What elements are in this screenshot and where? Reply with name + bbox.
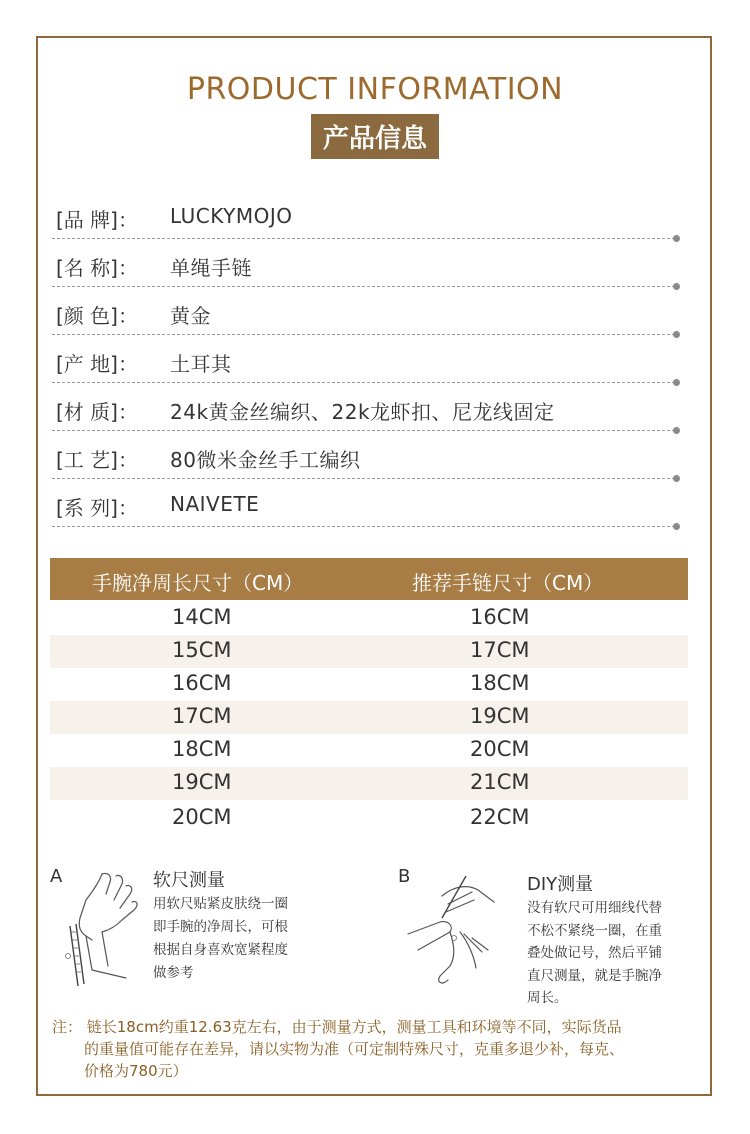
size-cell-bracelet: 22CM (470, 805, 530, 829)
info-row-series (52, 486, 680, 527)
size-cell-wrist: 16CM (172, 671, 232, 695)
size-header-bracelet: 推荐手链尺寸（CM） (412, 571, 604, 595)
hand-diy-measure-illustration (402, 872, 512, 992)
size-cell-bracelet: 20CM (470, 737, 530, 761)
size-row (50, 734, 688, 767)
row-dot (673, 283, 680, 290)
info-value: 24k黄金丝编织、22k龙虾扣、尼龙线固定 (170, 400, 555, 424)
measure-b-desc (527, 897, 662, 1010)
measure-b-line: 直尺测量，就是手腕净 (527, 967, 662, 984)
size-cell-wrist: 20CM (172, 805, 232, 829)
size-cell-wrist: 17CM (172, 704, 232, 728)
info-row-name (52, 246, 680, 287)
weight-note (52, 1016, 712, 1082)
info-label: [材 质]： (56, 400, 138, 424)
info-label: [工 艺]： (56, 448, 138, 472)
row-dot (673, 235, 680, 242)
info-row-craft (52, 438, 680, 479)
size-row (50, 635, 688, 668)
info-value: 黄金 (170, 304, 211, 328)
hand-soft-ruler-illustration (62, 866, 148, 986)
page-title-zh-wrap (0, 114, 750, 159)
row-dot (673, 331, 680, 338)
info-label: [颜 色]： (56, 304, 138, 328)
note-line: 价格为780元） (84, 1062, 188, 1080)
size-cell-bracelet: 19CM (470, 704, 530, 728)
size-cell-wrist: 15CM (172, 638, 232, 662)
measure-b-line: 没有软尺可用细线代替 (527, 900, 662, 916)
info-value: LUCKYMOJO (170, 204, 293, 228)
size-cell-bracelet: 17CM (470, 638, 530, 662)
info-label: [系 列]： (56, 496, 138, 520)
info-row-origin (52, 342, 680, 383)
measure-b-title: DIY测量 (527, 874, 594, 895)
note-line: 注： 链长18cm约重12.63克左右，由于测量方式，测量工具和环境等不同，实际货品 (52, 1018, 622, 1036)
measure-a-title: 软尺测量 (153, 870, 225, 891)
row-dot (673, 475, 680, 482)
size-table-header (50, 558, 688, 600)
size-row (50, 701, 688, 734)
page-title-zh: 产品信息 (311, 114, 439, 159)
info-label: [品 牌]： (56, 208, 138, 232)
size-row (50, 802, 688, 835)
size-row (50, 602, 688, 635)
info-label: [名 称]： (56, 256, 138, 280)
row-dot (673, 379, 680, 386)
row-dot (673, 427, 680, 434)
page-title-en: PRODUCT INFORMATION (186, 72, 564, 107)
info-row-brand (52, 198, 680, 239)
measure-b-letter: B (398, 866, 411, 887)
size-row (50, 767, 688, 800)
info-value: 土耳其 (170, 352, 232, 376)
info-row-color (52, 294, 680, 335)
measure-a-line: 即手腕的净周长，可根 (153, 919, 288, 935)
measure-a-letter: A (50, 866, 63, 887)
size-cell-wrist: 19CM (172, 770, 232, 794)
measure-b-line: 不松不紧绕一圈，在重 (527, 922, 662, 939)
measure-a-line: 根据自身喜欢宽紧程度 (153, 942, 288, 958)
size-row (50, 668, 688, 701)
size-cell-bracelet: 21CM (470, 770, 530, 794)
info-value: 单绳手链 (170, 256, 252, 280)
size-cell-wrist: 14CM (172, 605, 232, 629)
info-value: 80微米金丝手工编织 (170, 448, 361, 472)
info-label: [产 地]： (56, 352, 138, 376)
info-row-material (52, 390, 680, 431)
measure-b-line: 周长。 (527, 990, 568, 1006)
note-line: 的重量值可能存在差异，请以实物为准（可定制特殊尺寸，克重多退少补，每克、 (84, 1040, 625, 1058)
row-dot (673, 523, 680, 530)
size-cell-wrist: 18CM (172, 737, 232, 761)
measure-b-line: 叠处做记号，然后平铺 (527, 945, 662, 961)
measure-a-line: 做参考 (153, 965, 194, 981)
info-value: NAIVETE (170, 492, 260, 516)
measure-a-line: 用软尺贴紧皮肤绕一圈 (153, 896, 288, 912)
size-header-wrist: 手腕净周长尺寸（CM） (92, 571, 304, 595)
size-cell-bracelet: 16CM (470, 605, 530, 629)
measure-a-desc (153, 893, 288, 985)
size-cell-bracelet: 18CM (470, 671, 530, 695)
